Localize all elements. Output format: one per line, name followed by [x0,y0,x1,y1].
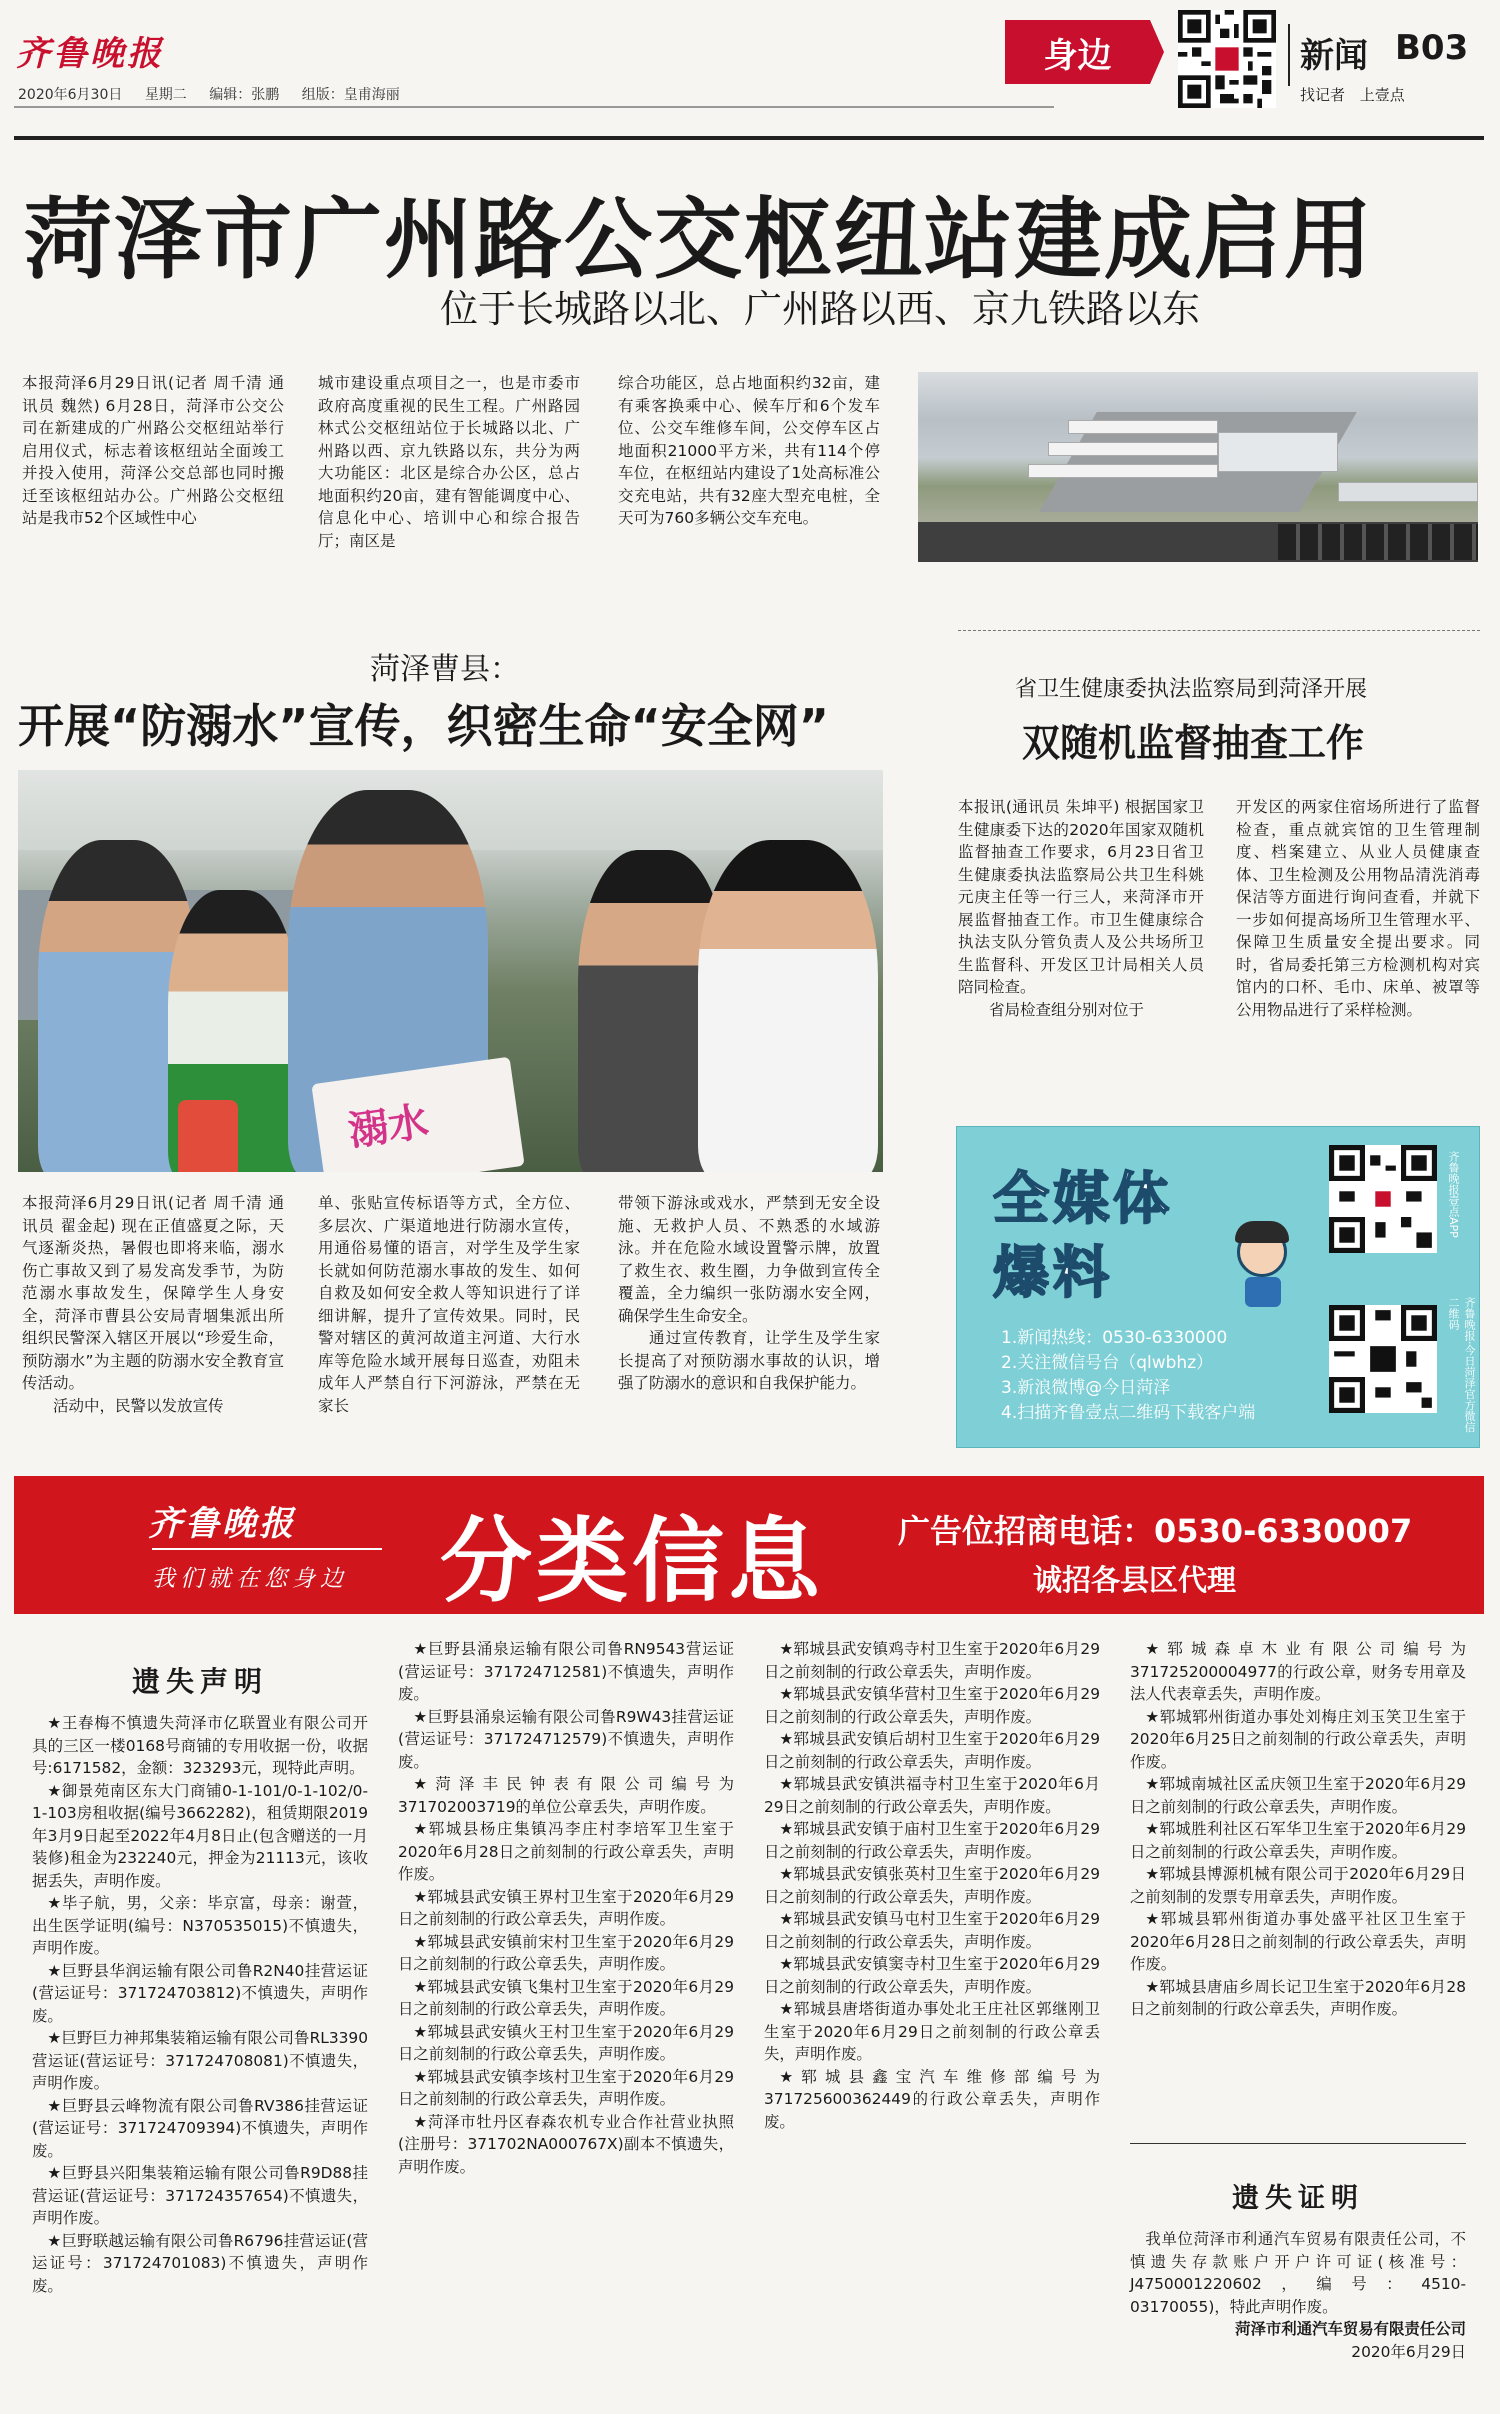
classifieds-col4 [1130,1638,1466,2021]
article1-headline: 菏泽市广州路公交枢纽站建成启用 [24,188,1375,291]
article3-col1-text: 本报讯(通讯员 朱坤平) 根据国家卫生健康委下达的2020年国家双随机监督抽查工作要求，6月23日省卫生健康委执法监察局公共卫生科姚元庚主任等一行三人，来菏泽市开展监督抽查工作。市卫生健康综合执法支队分管负责人及公共场所卫生监督科、开发区卫计局相关人员陪同检查。 [958,798,1204,996]
lost-notice-heading: 遗失声明 [131,1665,268,1698]
list-item: ★郓城县武安镇火王村卫生室于2020年6月29日之前刻制的行政公章丢失，声明作废。 [398,2022,734,2063]
list-item: ★巨野县兴阳集装箱运输有限公司鲁R9D88挂营运证(营运证号：371724357654)不慎遗失，声明作废。 [32,2164,368,2227]
lost-proof-notice [1130,2228,1466,2363]
banner-agent: 诚招各县区代理 [1033,1563,1237,1597]
list-item: ★巨野县云峰物流有限公司鲁RV386挂营运证(营运证号：371724709394)不慎遗失，声明作废。 [32,2096,368,2160]
list-item: ★郓城县杨庄集镇冯李庄村李培军卫生室于2020年6月28日之前刻制的行政公章丢失，声明作废。 [398,1820,734,1883]
masthead-separator [1288,24,1290,86]
list-item: ★郓城县武安镇于庙村卫生室于2020年6月29日之前刻制的行政公章丢失，声明作废。 [764,1820,1100,1861]
cartoon-mascot-icon [1227,1227,1297,1307]
section-tab: 身边 [1005,20,1150,84]
article2-col1 [22,1192,284,1417]
reporter-tagline: 找记者 上壹点 [1300,86,1405,104]
lost-proof-heading: 遗失证明 [1232,2183,1364,2214]
list-item: ★郓城县唐塔街道办事处北王庄社区郭继刚卫生室于2020年6月29日之前刻制的行政公章丢失，声明作废。 [764,2000,1100,2063]
list-item: ★巨野巨力神邦集装箱运输有限公司鲁RL3390营运证(营运证号：371724708081)不慎遗失，声明作废。 [32,2029,368,2092]
list-item: ★郓城县武安镇张英村卫生室于2020年6月29日之前刻制的行政公章丢失，声明作废。 [764,1865,1100,1906]
list-item: ★王春梅不慎遗失菏泽市亿联置业有限公司开具的三区一楼0168号商铺的专用收据一份，收据号:6171582，金额：323293元，现特此声明。 [32,1714,368,1777]
banner-phone: 广告位招商电话：0530-6330007 [898,1512,1413,1550]
ad-title-1: 全媒体 [993,1167,1173,1232]
article2-col3-text: 带领下游泳或戏水，严禁到无安全设施、无救护人员、不熟悉的水域游泳。并在危险水域设置警示牌，放置了救生衣、救生圈，力争做到宣传全覆盖，全力编织一张防溺水安全网，确保学生生命安全。 [618,1194,880,1325]
banner-logo: 齐鲁晚报 [148,1504,296,1544]
article2-col1b-text: 活动中，民警以发放宣传 [53,1396,224,1415]
list-item: ★毕子航，男，父亲：毕京富，母亲：谢萱，出生医学证明(编号：N370535015)不慎遗失，声明作废。 [32,1894,368,1957]
list-item: ★郓城县鑫宝汽车维修部编号为371725600362449的行政公章丢失，声明作废。 [764,2067,1100,2131]
banner-logo-rule [152,1548,382,1550]
list-item: ★郓城县武安镇鸡寺村卫生室于2020年6月29日之前刻制的行政公章丢失，声明作废。 [764,1640,1100,1681]
list-item: ★郓城森卓木业有限公司编号为371725200004977的行政公章，财务专用章及法人代表章丢失，声明作废。 [1130,1640,1466,1703]
banner-title: 分类信息 [440,1508,825,1615]
article3-col1b-text: 省局检查组分别对位于 [989,1000,1145,1019]
classifieds-col2 [398,1638,734,2178]
article1-col1: 本报菏泽6月29日讯(记者 周千清 通讯员 魏然) 6月28日，菏泽市公交公司在新建成的广州路公交枢纽站举行启用仪式，标志着该枢纽站全面竣工并投入使用，菏泽公交总部也同时搬迁至该枢纽站办公。广州路公交枢纽站是我市52个区域性中心 [22,374,284,527]
ad-title-2: 爆料 [993,1241,1113,1306]
list-item: ★郓城郓州街道办事处刘梅庄刘玉笑卫生室于2020年6月25日之前刻制的行政公章丢失，声明作废。 [1130,1707,1466,1771]
article3-col2: 开发区的两家住宿场所进行了监督检查，重点就宾馆的卫生管理制度、档案建立、从业人员健康查体、卫生检测及公用物品清洗消毒保洁等方面进行询问查看，并就下一步如何提高场所卫生管理水平、保障卫生质量安全提出要求。同时，省局委托第三方检测机构对宾馆内的口杯、毛巾、床单、被罩等公用物品进行了采样检测。 [1236,798,1480,1019]
list-item: ★郓城县武安镇洪福寺村卫生室于2020年6月29日之前刻制的行政公章丢失，声明作废。 [764,1775,1100,1816]
page-category: 新闻 [1300,36,1368,76]
list-item: ★郓城县武安镇飞集村卫生室于2020年6月29日之前刻制的行政公章丢失，声明作废。 [398,1977,734,2018]
proof-body: 我单位菏泽市利通汽车贸易有限责任公司，不慎遗失存款账户开户许可证(核准号：J4750001220602，编号：4510-03170055)，特此声明作废。 [1130,2230,1466,2316]
list-item: ★郓城县武安镇马屯村卫生室于2020年6月29日之前刻制的行政公章丢失，声明作废。 [764,1910,1100,1951]
page-number: B03 [1395,28,1469,68]
newspaper-logo: 齐鲁晚报 [16,34,164,74]
ad-line-3: 3.新浪微博@今日菏泽 [1001,1378,1171,1398]
media-tipoff-ad [956,1126,1480,1448]
classifieds-col1 [32,1712,368,2297]
bus-station-aerial-photo [918,372,1478,562]
masthead-thick-rule [14,136,1484,140]
issue-date: 2020年6月30日 [18,87,123,103]
proof-signature: 菏泽市利通汽车贸易有限责任公司 [1235,2320,1466,2338]
article2-kicker: 菏泽曹县： [370,652,520,687]
list-item: ★郓城胜利社区石军华卫生室于2020年6月29日之前刻制的行政公章丢失，声明作废。 [1130,1820,1466,1861]
layout-credit: 组版：皇甫海丽 [301,87,400,103]
column-divider [958,630,1480,631]
article1-subheadline: 位于长城路以北、广州路以西、京九铁路以东 [439,287,1200,331]
proof-date: 2020年6月29日 [1351,2342,1466,2361]
classifieds-col3 [764,1638,1100,2133]
ad-qr2-caption: 齐鲁晚报·今日菏泽官方微信二维码 [1447,1297,1476,1433]
list-item: ★郓城县博源机械有限公司于2020年6月29日之前刻制的发票专用章丢失，声明作废。 [1130,1865,1466,1906]
masthead-rule [14,106,1054,108]
list-item: ★巨野县华润运输有限公司鲁R2N40挂营运证(营运证号：371724703812)不慎遗失，声明作废。 [32,1961,368,2025]
editor-credit: 编辑：张鹏 [209,87,280,103]
article3-kicker: 省卫生健康委执法监察局到菏泽开展 [1015,677,1368,702]
ad-line-1: 1.新闻热线：0530-6330000 [1001,1328,1228,1348]
ad-line-2: 2.关注微信号台（qlwbhz） [1001,1353,1214,1373]
ad-qr-code-icon-2 [1329,1305,1437,1413]
issue-weekday: 星期二 [144,87,187,103]
list-item: ★郓城县武安镇前宋村卫生室于2020年6月29日之前刻制的行政公章丢失，声明作废。 [398,1932,734,1973]
article2-col3 [618,1192,880,1395]
article2-col2: 单、张贴宣传标语等方式，全方位、多层次、广渠道地进行防溺水宣传，用通俗易懂的语言，对学生及学生家长就如何防范溺水事故的发生、如何自救及如何安全救人等知识进行了详细讲解，提升了宣传效果。同时，民警对辖区的黄河故道主河道、大行水库等危险水域开展每日巡查，劝阻未成年人严禁自行下河游泳，严禁在无家长 [318,1194,580,1415]
banner-slogan: 我们就在您身边 [152,1566,348,1592]
article3-headline: 双随机监督抽查工作 [1022,721,1365,765]
police-students-photo: 溺水 [18,770,883,1172]
list-item: ★郓城县郓州街道办事处盛平社区卫生室于2020年6月28日之前刻制的行政公章丢失，声明作废。 [1130,1910,1466,1973]
issue-meta [18,84,418,104]
article3-col1 [958,796,1204,1021]
list-item: ★御景苑南区东大门商铺0-1-101/0-1-102/0-1-103房租收据(编号3662282)，租赁期限2019年3月9日起至2022年4月8日止(包含赠送的一月装修)租金为232240元，押金为21113元，该收据丢失，声明作废。 [32,1781,368,1890]
ad-qr1-caption: 齐鲁晚报壹点APP [1447,1151,1460,1238]
list-item: ★巨野县涌泉运输有限公司鲁RN9543营运证(营运证号：371724712581)不慎遗失，声明作废。 [398,1640,734,1703]
list-item: ★郓城县武安镇华营村卫生室于2020年6月29日之前刻制的行政公章丢失，声明作废。 [764,1685,1100,1726]
list-item: ★郓城县唐庙乡周长记卫生室于2020年6月28日之前刻制的行政公章丢失，声明作废。 [1130,1977,1466,2018]
list-item: ★菏泽丰民钟表有限公司编号为371702003719的单位公章丢失，声明作废。 [398,1775,734,1816]
list-item: ★菏泽市牡丹区春森农机专业合作社营业执照(注册号：371702NA000767X)副本不慎遗失，声明作废。 [398,2112,734,2176]
list-item: ★郓城南城社区孟庆领卫生室于2020年6月29日之前刻制的行政公章丢失，声明作废。 [1130,1775,1466,1816]
list-item: ★郓城县武安镇李垓村卫生室于2020年6月29日之前刻制的行政公章丢失，声明作废。 [398,2067,734,2108]
proof-divider [1130,2143,1466,2144]
article1-col2: 城市建设重点项目之一，也是市委市政府高度重视的民生工程。广州路园林式公交枢纽站位于长城路以北、广州路以西、京九铁路以东，共分为两大功能区：北区是综合办公区，总占地面积约20亩，建有智能调度中心、信息化中心、培训中心和综合报告厅；南区是 [318,374,580,550]
ad-qr-code-icon [1329,1145,1437,1253]
article2-headline: 开展“防溺水”宣传，织密生命“安全网” [18,699,829,753]
article2-col3b-text: 通过宣传教育，让学生及学生家长提高了对预防溺水事故的认识，增强了防溺水的意识和自我保护能力。 [618,1329,880,1392]
list-item: ★郓城县武安镇后胡村卫生室于2020年6月29日之前刻制的行政公章丢失，声明作废。 [764,1730,1100,1771]
qr-code-icon [1178,10,1276,108]
ad-line-4: 4.扫描齐鲁壹点二维码下载客户端 [1001,1403,1256,1423]
article1-col3: 综合功能区，总占地面积约32亩，建有乘客换乘中心、候车厅和6个发车位、公交车维修车间，公交停车区占地面积21000平方米，共有114个停车位，在枢纽站内建设了1处高标准公交充电站，共有32座大型充电桩，全天可为760多辆公交车充电。 [618,374,880,527]
list-item: ★巨野县涌泉运输有限公司鲁R9W43挂营运证(营运证号：371724712579)不慎遗失，声明作废。 [398,1707,734,1771]
list-item: ★郓城县武安镇王界村卫生室于2020年6月29日之前刻制的行政公章丢失，声明作废。 [398,1887,734,1928]
list-item: ★郓城县武安镇窦寺村卫生室于2020年6月29日之前刻制的行政公章丢失，声明作废。 [764,1955,1100,1996]
list-item: ★巨野联越运输有限公司鲁R6796挂营运证(营运证号：371724701083)不慎遗失，声明作废。 [32,2231,368,2295]
article2-col1-text: 本报菏泽6月29日讯(记者 周千清 通讯员 翟金起) 现在正值盛夏之际，天气逐渐炎热，暑假也即将来临，溺水伤亡事故又到了易发高发季节，为防范溺水事故发生，保障学生人身安全，菏泽市曹县公安局青堌集派出所组织民警深入辖区开展以“珍爱生命，预防溺水”为主题的防溺水安全教育宣传活动。 [22,1194,284,1392]
